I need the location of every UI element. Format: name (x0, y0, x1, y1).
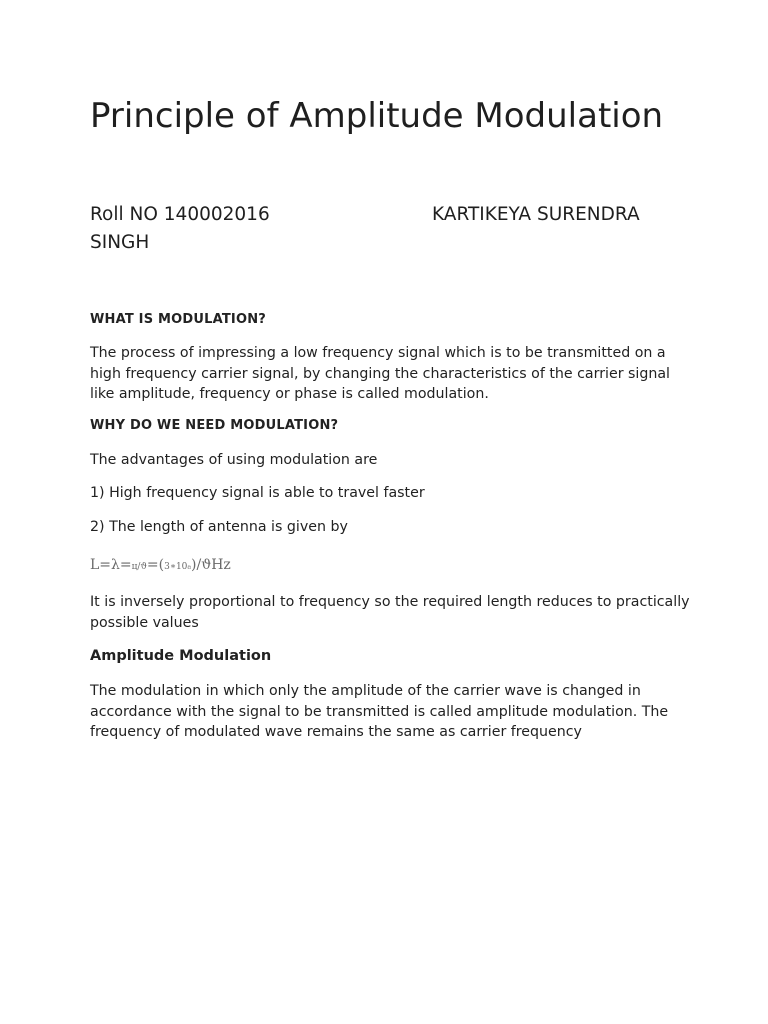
author-name-first: KARTIKEYA SURENDRA (432, 204, 640, 225)
what-body: The process of impressing a low frequency signal which is to be transmitted on a high frequency carrier signal, by changing the characteristics of the carrier signal like amplitude, frequency or phase is called modulation. (90, 345, 671, 402)
advantages-intro: The advantages of using modulation are (90, 452, 378, 468)
why-heading: WHY DO WE NEED MODULATION? (90, 418, 339, 433)
advantage-point-1: 1) High frequency signal is able to travel faster (90, 485, 425, 501)
am-body: The modulation in which only the amplitude of the carrier wave is changed in accordance with the signal to be transmitted is called amplitude modulation. The frequency of modulated wave remains the same as carrier frequency (90, 683, 669, 740)
what-heading: WHAT IS MODULATION? (90, 312, 267, 327)
formula-part-3: =( (146, 557, 165, 573)
antenna-length-formula (90, 556, 231, 576)
author-line (90, 201, 690, 257)
page-title: Principle of Amplitude Modulation (90, 96, 664, 136)
formula-part-5: )/ϑHz (191, 557, 231, 573)
formula-part-1: L=λ= (90, 557, 132, 573)
am-heading: Amplitude Modulation (90, 648, 272, 664)
advantage-point-2: 2) The length of antenna is given by (90, 519, 348, 535)
formula-part-4: 3∗10₈ (164, 562, 192, 572)
formula-part-2: ц/ϑ (131, 562, 147, 572)
roll-number: Roll NO 140002016 (90, 204, 270, 225)
inverse-proportion-text: It is inversely proportional to frequency so the required length reduces to practically possible values (90, 594, 690, 631)
author-name-second: SINGH (90, 232, 150, 253)
